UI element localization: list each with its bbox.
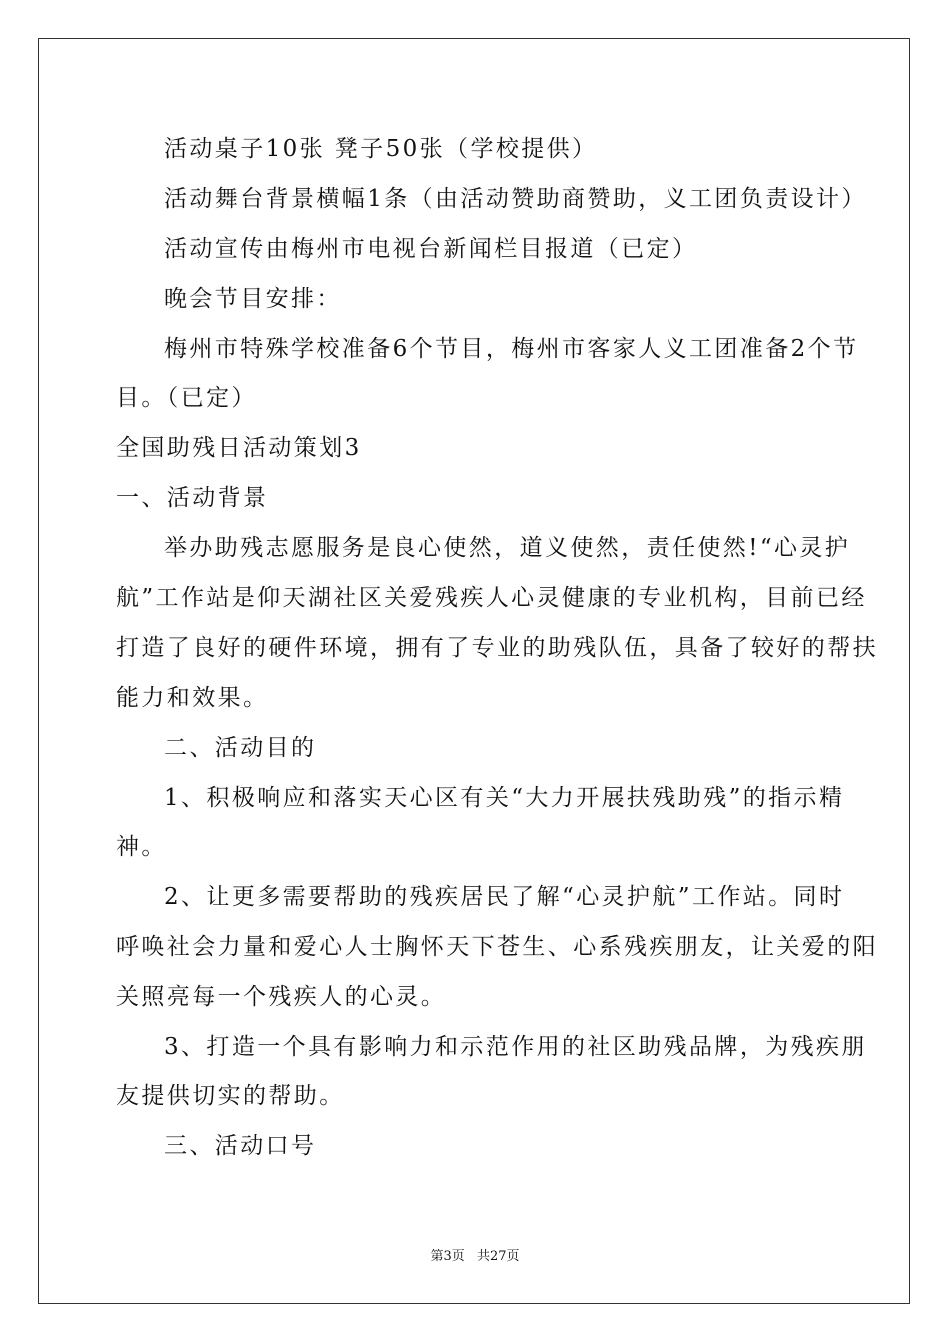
text-line: 梅州市特殊学校准备6个节目，梅州市客家人义工团准备2个节	[164, 336, 859, 362]
page-border	[38, 38, 910, 1304]
page-number: 第3页	[430, 1249, 465, 1264]
text-line: 关照亮每一个残疾人的心灵。	[116, 984, 447, 1010]
heading: 三、活动口号	[164, 1133, 317, 1159]
text-line: 举办助残志愿服务是良心使然，道义使然，责任使然!“心灵护	[164, 535, 851, 561]
page-footer	[0, 1248, 950, 1266]
text-line: 打造了良好的硬件环境，拥有了专业的助残队伍，具备了较好的帮扶	[116, 635, 878, 661]
text-line: 呼唤社会力量和爱心人士胸怀天下苍生、心系残疾朋友，让关爱的阳	[116, 934, 878, 960]
text-line: 活动桌子10张 凳子50张（学校提供）	[164, 136, 598, 162]
heading: 一、活动背景	[116, 485, 269, 511]
section-title: 全国助残日活动策划3	[116, 435, 362, 461]
page-total: 共27页	[476, 1249, 520, 1264]
text-line: 活动宣传由梅州市电视台新闻栏目报道（已定）	[164, 236, 698, 262]
text-line: 航”工作站是仰天湖社区关爱残疾人心灵健康的专业机构，目前已经	[116, 585, 867, 611]
heading: 二、活动目的	[164, 735, 317, 761]
text-line: 2、让更多需要帮助的残疾居民了解“心灵护航”工作站。同时	[164, 884, 845, 910]
text-line: 目。（已定）	[116, 385, 257, 411]
text-line: 晚会节目安排：	[164, 286, 342, 312]
text-line: 友提供切实的帮助。	[116, 1083, 345, 1109]
text-line: 能力和效果。	[116, 685, 269, 711]
text-line: 神。	[116, 834, 167, 860]
text-line: 活动舞台背景横幅1条（由活动赞助商赞助，义工团负责设计）	[164, 186, 867, 212]
text-line: 1、积极响应和落实天心区有关“大力开展扶残助残”的指示精	[164, 785, 845, 811]
text-line: 3、打造一个具有影响力和示范作用的社区助残品牌，为残疾朋	[164, 1034, 867, 1060]
